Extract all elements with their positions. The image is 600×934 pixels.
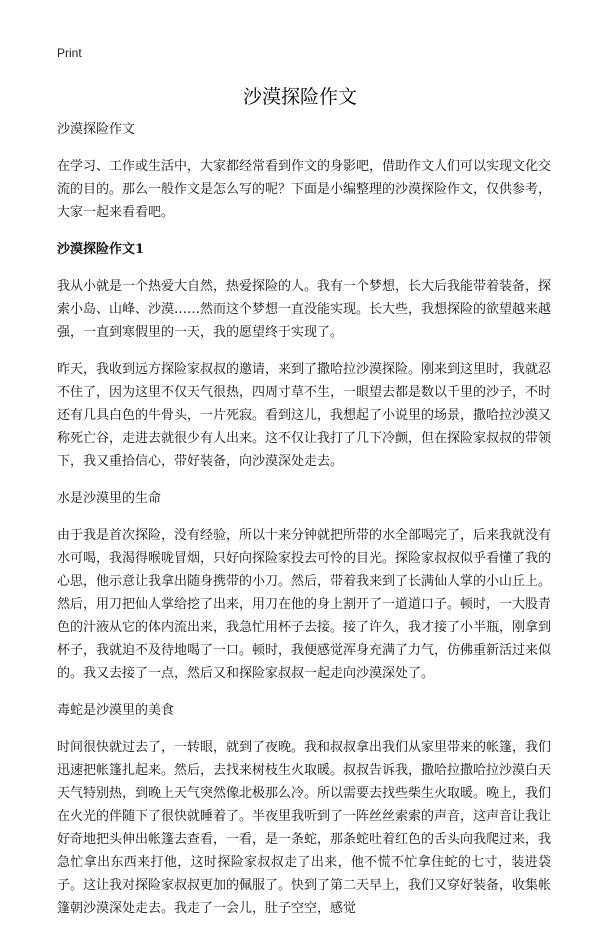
- paragraph-subtitle: 沙漠探险作文: [57, 122, 136, 137]
- paragraph: 时间很快就过去了，一转眼，就到了夜晚。我和叔叔拿出我们从家里带来的帐篷，我们迅速把帐篷扎起来。然后，去找来树枝生火取暖。叔叔告诉我，撒哈拉撒哈拉沙漠白天天气特别热，到晚上天气突然像北极那么冷。所以需要去找些柴生火取暖。晚上，我们在火光的伴随下了很快就睡着了。半夜里我听到了一阵丝丝索索的声音，这声音让我让好奇地把头伸出帐篷去查看，一看，是一条蛇，那条蛇吐着红色的舌头向我爬过来，我急忙拿出东西来打他，这时探险家叔叔走了出来，他不慌不忙拿住蛇的七寸，装进袋子。这让我对探险家叔叔更加的佩服了。快到了第二天早上，我们又穿好装备，收集帐篷朝沙漠深处走去。我走了一会儿，肚子空空，感觉: [57, 740, 552, 916]
- page-title: 沙漠探险作文: [242, 86, 357, 108]
- paragraph-intro: 在学习、工作或生活中，大家都经常看到作文的身影吧，借助作文人们可以实现文化交流的目的。那么一般作文是怎么写的呢？下面是小编整理的沙漠探险作文，仅供参考，大家一起来看看吧。: [57, 159, 552, 220]
- print-link[interactable]: Print: [57, 46, 82, 60]
- subheading-snake: 毒蛇是沙漠里的美食: [57, 703, 175, 718]
- section-heading: 沙漠探险作文1: [57, 242, 145, 257]
- paragraph: 由于我是首次探险，没有经验，所以十来分钟就把所带的水全部喝完了，后来我就没有水可喝，我渴得喉咙冒烟，只好向探险家投去可怜的目光。探险家叔叔似乎看懂了我的心思，他示意让我拿出随身携带的小刀。然后，带着我来到了长满仙人掌的小山丘上。然后，用刀把仙人掌给挖了出来，用刀在他的身上割开了一道道口子。顿时，一大股青色的汁液从它的体内流出来，我急忙用杯子去接。接了许久，我才接了小半瓶，刚拿到杯子，我就迫不及待地喝了一口。顿时，我便感觉浑身充满了力气，仿佛重新活过来似的。我又去接了一点，然后又和探险家叔叔一起走向沙漠深处了。: [57, 528, 552, 681]
- paragraph: 昨天，我收到远方探险家叔叔的邀请，来到了撒哈拉沙漠探险。刚来到这里时，我就忍不住了，因为这里不仅天气很热，四周寸草不生，一眼望去都是数以千里的沙子，不时还有几具白色的牛骨头，一片死寂。看到这儿，我想起了小说里的场景，撒哈拉沙漠又称死亡谷，走进去就很少有人出来。这不仅让我打了几下冷颤，但在探险家叔叔的带领下，我又重拾信心，带好装备，向沙漠深处走去。: [57, 362, 552, 469]
- article-body: [57, 118, 551, 934]
- paragraph: 我从小就是一个热爱大自然，热爱探险的人。我有一个梦想，长大后我能带着装备，探索小岛、山峰、沙漠……然而这个梦想一直没能实现。长大些，我想探险的欲望越来越强，一直到寒假里的一天，我的愿望终于实现了。: [57, 279, 552, 340]
- subheading-water: 水是沙漠里的生命: [57, 491, 162, 506]
